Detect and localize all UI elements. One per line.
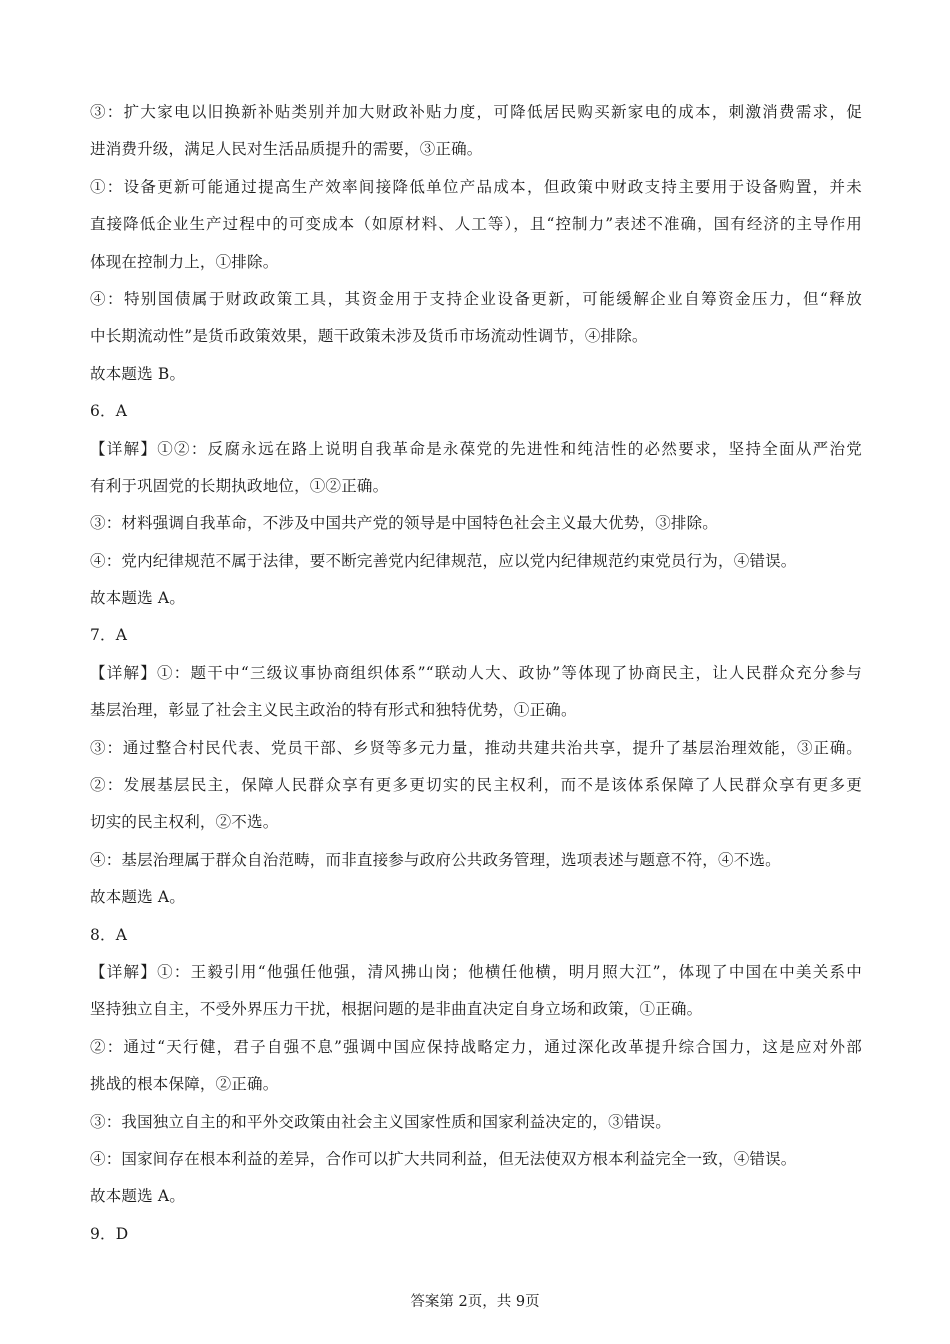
text-line: 8．A: [90, 925, 128, 944]
text-line: ④：特别国债属于财政政策工具，其资金用于支持企业设备更新，可能缓解企业自筹资金压力，但“释放: [90, 289, 862, 308]
answer-page-body: [90, 94, 862, 1253]
text-line: ③：我国独立自主的和平外交政策由社会主义国家性质和国家利益决定的，③错误。: [90, 1112, 671, 1131]
text-line: 坚持独立自主，不受外界压力干扰，根据问题的是非曲直决定自身立场和政策，①正确。: [90, 1000, 703, 1019]
text-line: ④：基层治理属于群众自治范畴，而非直接参与政府公共政务管理，选项表述与题意不符，④不选。: [90, 850, 781, 869]
text-line: ②：通过“天行健，君子自强不息”强调中国应保持战略定力，通过深化改革提升综合国力，这是应对外部: [90, 1037, 862, 1056]
text-line: 基层治理，彰显了社会主义民主政治的特有形式和独特优势，①正确。: [90, 701, 577, 720]
text-line: 故本题选 A。: [90, 589, 186, 608]
text-line: 挑战的根本保障，②正确。: [90, 1075, 279, 1094]
text-line: ②：发展基层民主，保障人民群众享有更多更切实的民主权利，而不是该体系保障了人民群众享有更多更: [90, 776, 862, 795]
text-line: 故本题选 B。: [90, 364, 186, 383]
text-line: 中长期流动性”是货币政策效果，题干政策未涉及货币市场流动性调节，④排除。: [90, 327, 648, 346]
text-line: 进消费升级，满足人民对生活品质提升的需要，③正确。: [90, 140, 483, 159]
text-line: 7．A: [90, 626, 128, 645]
text-line: 6．A: [90, 402, 128, 421]
text-line: ③：通过整合村民代表、党员干部、乡贤等多元力量，推动共建共治共享，提升了基层治理效能，③正确。: [90, 738, 862, 757]
text-line: ④：国家间存在根本利益的差异，合作可以扩大共同利益，但无法使双方根本利益完全一致，④错误。: [90, 1149, 797, 1168]
text-line: 有利于巩固党的长期执政地位，①②正确。: [90, 476, 389, 495]
text-line: 【详解】①：题干中“三级议事协商组织体系”“联动人大、政协”等体现了协商民主，让人民群众充分参与: [90, 663, 862, 682]
text-line: 直接降低企业生产过程中的可变成本（如原材料、人工等），且“控制力”表述不准确，国有经济的主导作用: [90, 215, 862, 234]
text-line: ④：党内纪律规范不属于法律，要不断完善党内纪律规范，应以党内纪律规范约束党员行为，④错误。: [90, 551, 797, 570]
text-line: ③：材料强调自我革命，不涉及中国共产党的领导是中国特色社会主义最大优势，③排除。: [90, 514, 719, 533]
text-line: ①：设备更新可能通过提高生产效率间接降低单位产品成本，但政策中财政支持主要用于设备购置，并未: [90, 177, 862, 196]
text-line: 9．D: [90, 1224, 129, 1243]
text-line: 体现在控制力上，①排除。: [90, 252, 279, 271]
text-line: 切实的民主权利，②不选。: [90, 813, 279, 832]
page-footer: 答案第 2页，共 9页: [410, 1294, 540, 1310]
text-line: 故本题选 A。: [90, 1187, 186, 1206]
text-line: 【详解】①②：反腐永远在路上说明自我革命是永葆党的先进性和纯洁性的必然要求，坚持全面从严治党: [90, 439, 862, 458]
text-line: 故本题选 A。: [90, 888, 186, 907]
text-line: ③：扩大家电以旧换新补贴类别并加大财政补贴力度，可降低居民购买新家电的成本，刺激消费需求，促: [90, 103, 862, 121]
text-line: 【详解】①：王毅引用“他强任他强，清风拂山岗；他横任他横，明月照大江”，体现了中国在中美关系中: [90, 962, 862, 981]
